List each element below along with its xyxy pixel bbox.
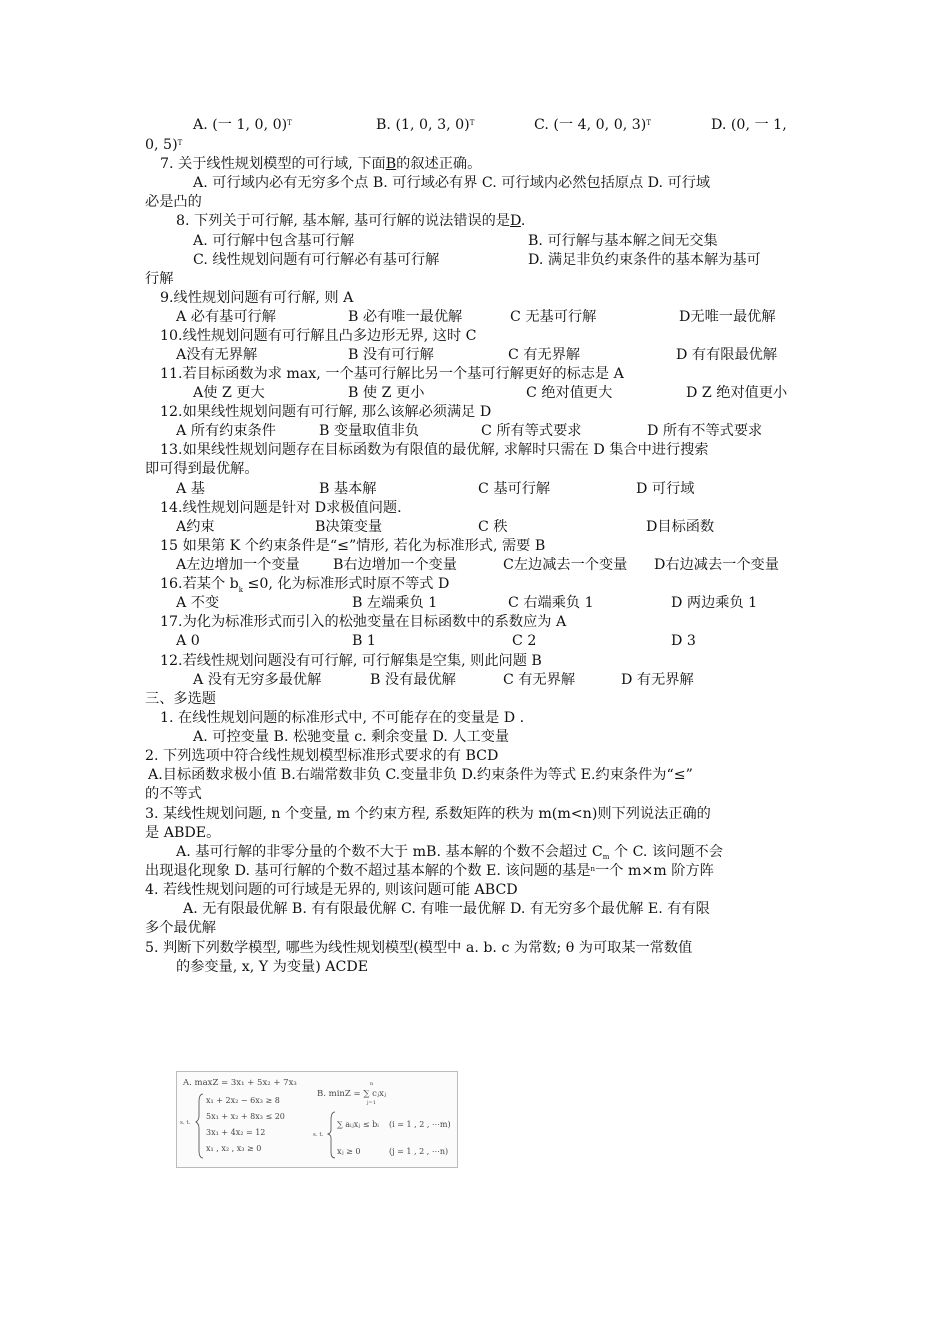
q16-option-d: D 两边乘负 1	[671, 595, 758, 611]
q7-options: A. 可行域内必有无穷多个点 B. 可行域必有界 C. 可行域内必然包括原点 D. 可行域	[193, 175, 711, 191]
q8-option-a: A. 可行解中包含基可行解	[193, 233, 355, 249]
q9-stem: 9.线性规划问题有可行解, 则 A	[160, 290, 354, 306]
m4-options: A. 无有限最优解 B. 有有限最优解 C. 有唯一最优解 D. 有无穷多个最优解 E. 有有限	[183, 901, 710, 917]
m3-options-continued: 出现退化现象 D. 基可行解的个数不超过基本解的个数 E. 该问题的基是$^n$一个 m×m 阶方阵	[145, 863, 714, 879]
m1-stem: 1. 在线性规划问题的标准形式中, 不可能存在的变量是 D .	[160, 710, 525, 726]
q6-option-d-continued: 0, 5)$^T$	[145, 137, 183, 153]
model-b-constraint-1: ∑ aᵢⱼxⱼ ≤ bᵢ	[337, 1120, 379, 1129]
m1-options: A. 可控变量 B. 松驰变量 c. 剩余变量 D. 人工变量	[193, 729, 510, 745]
math-models-figure	[176, 1071, 458, 1168]
q12a-option-b: B 变量取值非负	[319, 423, 420, 439]
q8-stem: 8. 下列关于可行解, 基本解, 基可行解的说法错误的是D.	[176, 213, 526, 229]
q11-option-d: D Z 绝对值更小	[686, 385, 788, 401]
q14-option-d: D目标函数	[646, 519, 715, 535]
model-b-sum-bottom: j=1	[367, 1100, 376, 1106]
m3-options: A. 基可行解的非零分量的个数不大于 mB. 基本解的个数不会超过 $C^m$ 个 C. 该问题不会	[176, 844, 723, 861]
q11-stem: 11.若目标函数为求 max, 一个基可行解比另一个基可行解更好的标志是 A	[160, 366, 624, 382]
model-b-sum-top: n	[370, 1081, 374, 1087]
m3-stem-continued: 是 ABDE。	[145, 825, 221, 841]
q12a-option-d: D 所有不等式要求	[647, 423, 763, 439]
q17-option-a: A 0	[176, 633, 200, 649]
q10-option-a: A没有无界解	[176, 347, 258, 363]
q9-option-c: C 无基可行解	[510, 309, 597, 325]
q17-option-b: B 1	[352, 633, 376, 649]
model-a-constraint-3: 3x₁ + 4x₂ = 12	[206, 1128, 266, 1137]
section-title: 三、多选题	[145, 691, 216, 707]
q8-option-c: C. 线性规划问题有可行解必有基可行解	[193, 252, 440, 268]
q12b-option-d: D 有无界解	[621, 672, 694, 688]
q12a-option-c: C 所有等式要求	[481, 423, 582, 439]
math-models-svg	[177, 1072, 457, 1167]
q9-option-b: B 必有唯一最优解	[348, 309, 463, 325]
q12a-stem: 12.如果线性规划问题有可行解, 那么该解必须满足 D	[160, 404, 492, 420]
model-a-constraint-2: 5x₁ + x₂ + 8x₃ ≤ 20	[206, 1112, 285, 1121]
q15-option-a: A左边增加一个变量	[176, 557, 300, 573]
q14-option-a: A约束	[176, 519, 215, 535]
model-b-constraint-2: xⱼ ≥ 0	[337, 1147, 361, 1156]
q14-option-b: B决策变量	[315, 519, 383, 535]
model-b-constraint-2-index: (j = 1 , 2 , ⋯n)	[389, 1147, 449, 1156]
q10-option-b: B 没有可行解	[348, 347, 434, 363]
q12b-option-b: B 没有最优解	[370, 672, 456, 688]
m4-stem: 4. 若线性规划问题的可行域是无界的, 则该问题可能 ABCD	[145, 882, 518, 898]
m2-stem: 2. 下列选项中符合线性规划模型标准形式要求的有 BCD	[145, 748, 499, 764]
q7-answer: B	[385, 156, 397, 172]
q7-stem: 7. 关于线性规划模型的可行域, 下面B的叙述正确。	[160, 156, 482, 172]
model-b-objective: B. minZ = ∑ cⱼxⱼ	[317, 1089, 387, 1099]
q15-option-d: D右边减去一个变量	[654, 557, 779, 573]
model-a-st: s. t.	[180, 1120, 191, 1126]
model-a-constraint-4: x₁ , x₂ , x₃ ≥ 0	[206, 1144, 262, 1153]
q13-option-b: B 基本解	[319, 481, 377, 497]
q12b-option-c: C 有无界解	[503, 672, 576, 688]
q7-options-continued: 必是凸的	[145, 194, 202, 210]
q13-option-a: A 基	[176, 481, 205, 497]
m2-options-continued: 的不等式	[145, 786, 202, 802]
model-b-st: s. t.	[313, 1132, 324, 1138]
q8-option-d-continued: 行解	[145, 271, 174, 287]
q17-stem: 17.为化为标准形式而引入的松弛变量在目标函数中的系数应为 A	[160, 614, 567, 630]
q14-stem: 14.线性规划问题是针对 D求极值问题.	[160, 500, 402, 516]
q17-option-c: C 2	[512, 633, 537, 649]
q6-option-c: C. (一 4, 0, 0, 3)$^T$	[534, 117, 651, 133]
q15-option-c: C左边减去一个变量	[503, 557, 628, 573]
q10-option-c: C 有无界解	[508, 347, 581, 363]
model-a-brace	[196, 1094, 203, 1158]
q10-option-d: D 有有限最优解	[676, 347, 778, 363]
q8-option-b: B. 可行解与基本解之间无交集	[528, 233, 718, 249]
q6-option-a: A. (一 1, 0, 0)$^T$	[193, 117, 292, 133]
q12a-option-a: A 所有约束条件	[176, 423, 276, 439]
q12b-stem: 12.若线性规划问题没有可行解, 可行解集是空集, 则此问题 B	[160, 653, 542, 669]
m5-stem: 5. 判断下列数学模型, 哪些为线性规划模型(模型中 a. b. c 为常数; θ 为可取某一常数值	[145, 940, 693, 956]
q12b-option-a: A 没有无穷多最优解	[193, 672, 322, 688]
m2-options: A.目标函数求极小值 B.右端常数非负 C.变量非负 D.约束条件为等式 E.约束条件为“≤”	[148, 767, 693, 783]
model-b-constraint-1-index: (i = 1 , 2 , ⋯m)	[389, 1120, 451, 1129]
q11-option-b: B 使 Z 更小	[348, 385, 425, 401]
q15-option-b: B右边增加一个变量	[333, 557, 457, 573]
q13-option-c: C 基可行解	[478, 481, 551, 497]
q17-option-d: D 3	[671, 633, 696, 649]
q14-option-c: C 秩	[478, 519, 508, 535]
q16-option-a: A 不变	[176, 595, 220, 611]
q16-option-b: B 左端乘负 1	[352, 595, 438, 611]
q6-option-b: B. (1, 0, 3, 0)$^T$	[376, 117, 475, 133]
q8-answer: D	[510, 213, 521, 229]
q15-stem: 15 如果第 K 个约束条件是“≤”情形, 若化为标准形式, 需要 B	[160, 538, 546, 554]
q16-option-c: C 右端乘负 1	[508, 595, 594, 611]
q6-option-d: D. (0, 一 1,	[711, 117, 787, 133]
q16-stem: 16.若某个 $b^k \le 0$, 化为标准形式时原不等式 D	[160, 576, 450, 594]
model-a-objective: A. maxZ = 3x₁ + 5x₂ + 7x₃	[183, 1078, 297, 1088]
q11-option-a: A使 Z 更大	[193, 385, 265, 401]
q11-option-c: C 绝对值更大	[526, 385, 613, 401]
q13-stem: 13.如果线性规划问题存在目标函数为有限值的最优解, 求解时只需在 D 集合中进行搜索	[160, 442, 709, 458]
model-b-brace	[328, 1112, 335, 1158]
q9-option-d: D无唯一最优解	[679, 309, 776, 325]
q9-option-a: A 必有基可行解	[176, 309, 276, 325]
q8-option-d: D. 满足非负约束条件的基本解为基可	[528, 252, 761, 268]
m3-stem: 3. 某线性规划问题, n 个变量, m 个约束方程, 系数矩阵的秩为 m(m<n)则下列说法正确的	[145, 806, 711, 822]
model-a-constraint-1: x₁ + 2x₂ − 6x₃ ≥ 8	[206, 1096, 280, 1105]
m4-options-continued: 多个最优解	[145, 920, 216, 936]
q10-stem: 10.线性规划问题有可行解且凸多边形无界, 这时 C	[160, 328, 477, 344]
q13-stem-continued: 即可得到最优解。	[145, 461, 259, 477]
m5-stem-continued: 的参变量, x, Y 为变量) ACDE	[176, 959, 369, 975]
q13-option-d: D 可行域	[636, 481, 695, 497]
